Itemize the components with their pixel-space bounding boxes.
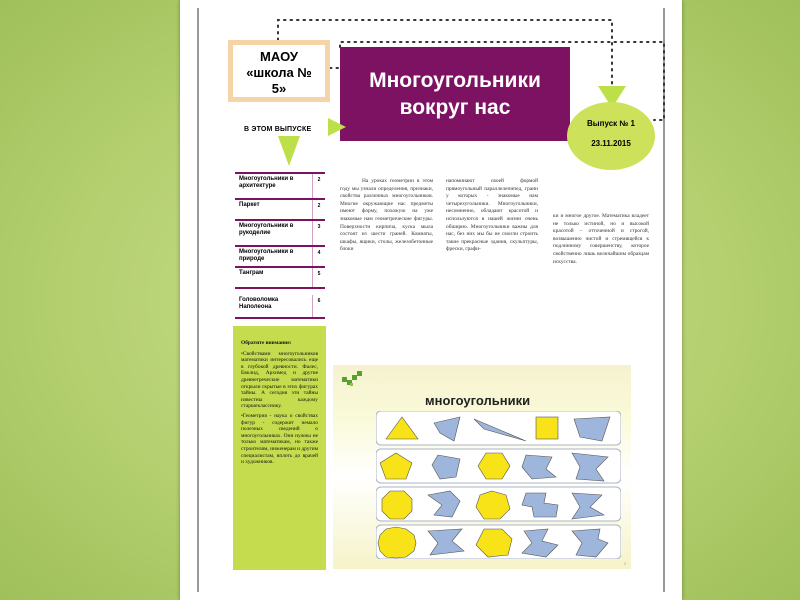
article-column-2: напоминают своей формой прямоугольный параллелепипед, грани у которых - знакомые нам четырехугольники. Многоугольники, несомненно, обладают красотой и используются в нашей жизни очень обширно. Многоугольники важны для нас, без них мы бы не смогли строить такие прекрасные здания, скульптуры, фрески, графи- <box>446 178 538 253</box>
notice-paragraph-1: •Свойствами многоугольников математики интересовались еще в глубокой древности. Фалес, Евклид, Архимед и другие древнегреческие математики открыли скрытые в этих фигурах тайны. А сегодня эти тайны известны каждому старшекласснику. <box>241 350 318 410</box>
school-line-3: 5» <box>271 81 287 96</box>
square-shape <box>536 417 558 439</box>
toc-label: Паркет <box>239 202 260 208</box>
in-issue-label: В ЭТОМ ВЫПУСКЕ <box>244 126 312 133</box>
table-of-contents <box>235 172 325 319</box>
notice-paragraph-2: •Геометрия - наука о свойствах фигур - содержит немало полезных сведений о многоугольниках. Они нужны не только математикам, но также строителям, инженерам и другим специалистам, вплоть до врачей и художников. <box>241 412 318 466</box>
page-number: 2 <box>624 561 627 566</box>
school-line-2: «школа № <box>246 65 312 80</box>
toc-label: Головоломка Наполеона <box>239 297 279 310</box>
polygons-grid <box>376 411 621 559</box>
arrow-right-icon <box>328 118 346 136</box>
school-label-box <box>228 40 330 102</box>
toc-row[interactable] <box>235 247 325 268</box>
issue-number: Выпуск № 1 <box>587 119 635 128</box>
toc-row[interactable] <box>235 174 325 200</box>
notice-sidebar <box>233 326 326 570</box>
toc-page: 2 <box>312 200 325 219</box>
toc-label: Многоугольники в природе <box>239 249 294 262</box>
toc-page: 5 <box>312 268 325 287</box>
issue-date: 23.11.2015 <box>591 139 631 148</box>
title-line-2: вокруг нас <box>399 96 511 119</box>
toc-page: 6 <box>312 295 325 317</box>
title-line-1: Многоугольники <box>369 69 541 92</box>
toc-label: Танграм <box>239 270 264 276</box>
toc-page: 4 <box>312 247 325 266</box>
toc-row[interactable] <box>235 221 325 247</box>
polygons-title: многоугольники <box>425 393 531 408</box>
toc-label: Многоугольники в рукоделие <box>239 223 294 236</box>
toc-label: Многоугольники в архитектуре <box>239 176 294 189</box>
article-column-1: На уроках геометрии в этом году мы узнали определения, признаки, свойства различных многоугольников. Многие окружающие нас предметы имеют форму, похожую на уже знакомые нам геометрические фигуры. Поверхности кирпича, куска мыла состоят из шести граней. Комнаты, шкафы, ящики, столы, железобетонные блоки <box>340 178 433 253</box>
toc-row[interactable] <box>235 268 325 289</box>
toc-row[interactable] <box>235 200 325 221</box>
toc-row[interactable] <box>235 289 325 319</box>
arrow-down-icon <box>278 136 300 166</box>
checkmark-icon <box>340 371 366 387</box>
toc-page: 3 <box>312 221 325 245</box>
toc-page: 2 <box>312 174 325 198</box>
octagon-shape <box>382 491 412 519</box>
newsletter-title <box>340 47 570 141</box>
notice-heading: Обратите внимание: <box>241 340 292 346</box>
issue-badge <box>567 102 655 170</box>
school-line-1: МАОУ <box>260 49 298 64</box>
article-column-3: ки и многое другое. Математика владеет не только истиной, но и высокой красотой – отточенной и строгой, возвышенно чистой и стремящейся к подлинному совершенству, которое свойственно лишь величайшим образцам искусства. <box>553 213 649 265</box>
